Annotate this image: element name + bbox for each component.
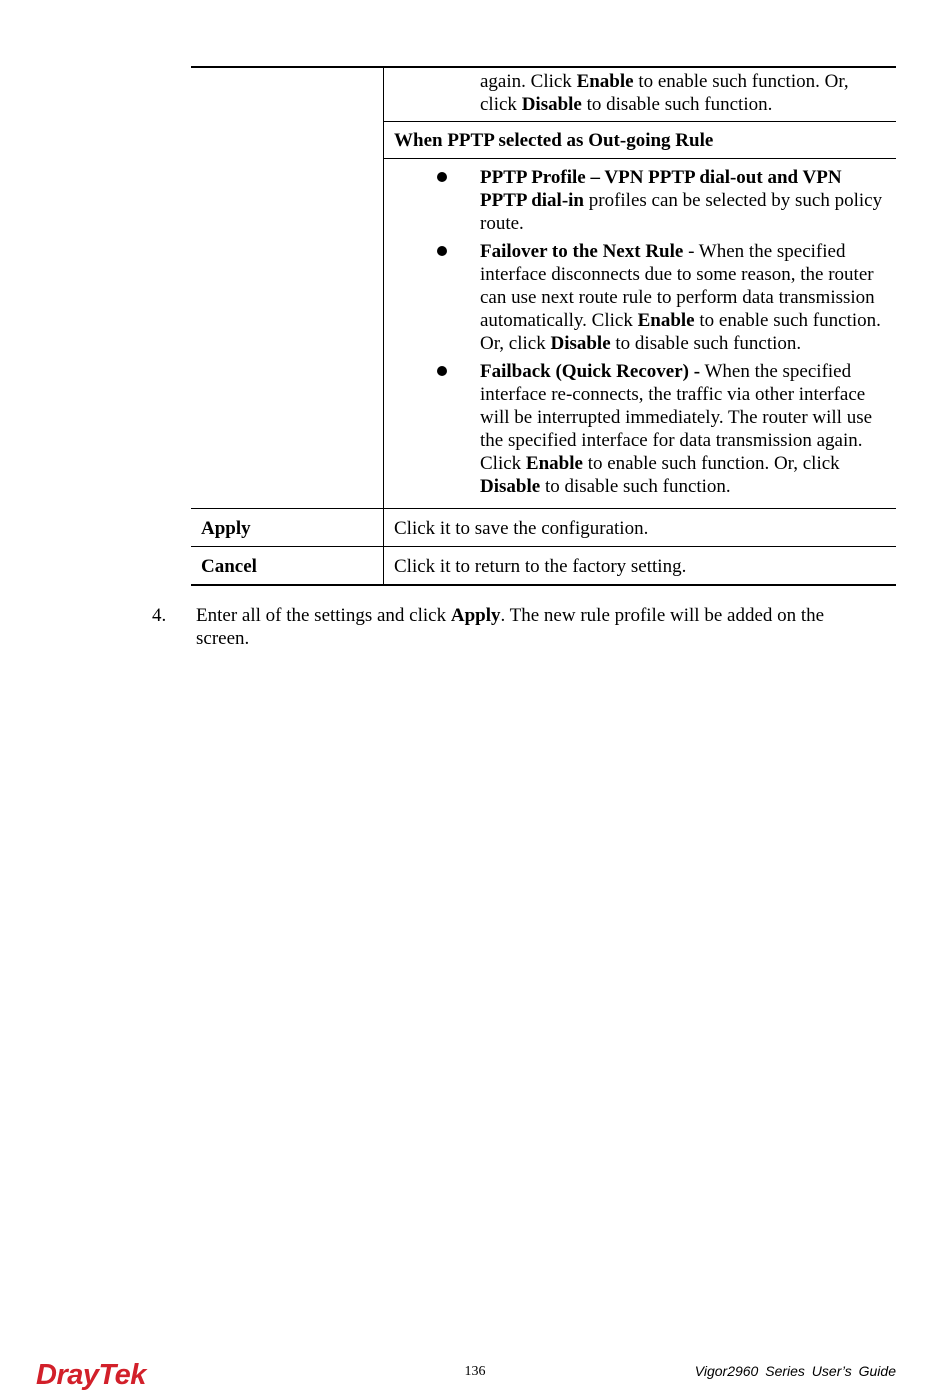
list-item xyxy=(384,166,888,235)
item-text: to enable such function. Or, click xyxy=(582,453,840,474)
table-label-cell xyxy=(191,67,384,122)
guide-title: Vigor2960 Series User’s Guide xyxy=(694,1363,896,1379)
item-title: PPTP Profile – VPN PPTP dial-out and VPN PPTP dial-in xyxy=(480,167,842,211)
item-title: Failover to the Next Rule xyxy=(480,241,684,262)
disable-keyword: Disable xyxy=(521,94,582,115)
disable-keyword: Disable xyxy=(550,333,611,354)
enable-keyword: Enable xyxy=(637,310,695,331)
text-run: again. Click xyxy=(480,71,577,92)
table-row xyxy=(191,547,896,586)
item-text: to disable such function. xyxy=(610,333,802,354)
apply-label: Apply xyxy=(201,518,251,539)
item-text: profiles can be selected by such policy route. xyxy=(480,190,883,234)
table-label-cell xyxy=(191,159,384,509)
bullet-icon xyxy=(437,246,447,256)
draytek-logo: DrayTek xyxy=(36,1359,146,1391)
apply-description: Click it to save the configuration. xyxy=(394,518,649,539)
enable-keyword: Enable xyxy=(576,71,634,92)
item-title: Failback (Quick Recover) - xyxy=(480,361,701,382)
step-number: 4. xyxy=(152,605,167,626)
table-row xyxy=(191,159,896,509)
list-item xyxy=(384,360,888,498)
item-text: - When the specified interface disconnects due to some reason, the router can use next route rule to perform data transmission automatically. Click xyxy=(480,241,875,331)
table-row xyxy=(191,122,896,159)
apply-desc-cell xyxy=(384,509,897,547)
cancel-description: Click it to return to the factory setting. xyxy=(394,556,687,577)
enable-keyword: Enable xyxy=(525,453,583,474)
apply-label-cell xyxy=(191,509,384,547)
step-text xyxy=(196,604,872,650)
page-number: 136 xyxy=(464,1364,486,1379)
continued-text xyxy=(384,68,896,121)
pptp-section-header: When PPTP selected as Out-going Rule xyxy=(394,130,714,151)
item-text: to enable such function. Or, click xyxy=(480,310,881,354)
pptp-header-cell xyxy=(384,122,897,159)
table-row xyxy=(191,67,896,122)
text-run: to enable such function. Or, click xyxy=(480,71,849,115)
table-label-cell xyxy=(191,122,384,159)
apply-keyword: Apply xyxy=(450,605,501,626)
text-run: Enter all of the settings and click xyxy=(196,605,451,626)
cancel-desc-cell xyxy=(384,547,897,586)
item-text: When the specified interface re-connects, the traffic via other interface will be interrupted immediately. The router will use the specified interface for data transmission again. Click xyxy=(480,361,873,474)
bullet-icon xyxy=(437,366,447,376)
pptp-bullet-list xyxy=(384,159,896,508)
settings-table xyxy=(191,66,896,586)
cancel-label-cell xyxy=(191,547,384,586)
text-run: . The new rule profile will be added on the screen. xyxy=(196,605,825,649)
disable-keyword: Disable xyxy=(480,476,541,497)
step-4 xyxy=(152,604,872,650)
table-row xyxy=(191,509,896,547)
list-item xyxy=(384,240,888,355)
text-run: to disable such function. xyxy=(581,94,773,115)
bullet-icon xyxy=(437,172,447,182)
cancel-label: Cancel xyxy=(201,556,257,577)
table-desc-cell xyxy=(384,159,897,509)
table-desc-cell xyxy=(384,67,897,122)
item-text: to disable such function. xyxy=(540,476,731,497)
